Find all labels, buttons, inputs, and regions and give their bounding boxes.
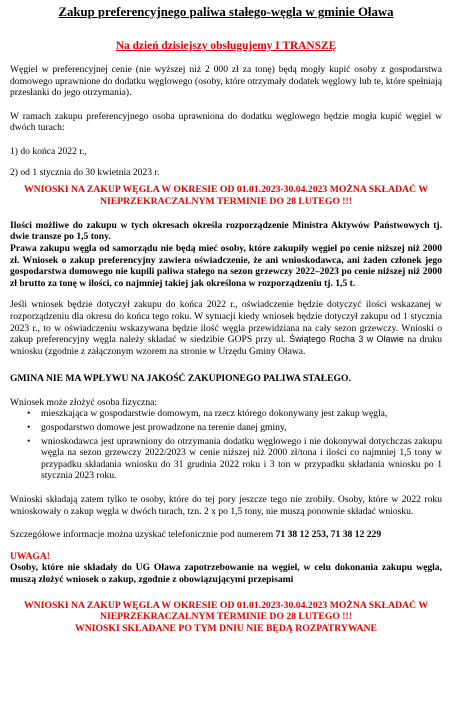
uwaga-label: UWAGA! [10,550,50,562]
once-notice-paragraph: Wnioski składają zatem tylko te osoby, które do tej pory jeszcze tego nie zrobiły. Osoby, które w 2022 roku wnioskowały o zakup węgla w dwóch turach, tzn. 2 x po 1,5 tony, nie muszą ponownie składać wniosku. [10,494,442,517]
applicants-intro: Wniosek może złożyć osoba fizyczna: [10,396,158,408]
contact-paragraph [10,529,442,541]
eligibility-paragraph: Prawa zakupu węgla od samorządu nie będą mieć osoby, które zakupiły węgiel po cenie niższej niż 2000 zł. Wniosek o zakup preferencyjny zawiera oświadczenie, że ani wnioskodawca, ani żaden członek jego gospodarstwa domowego nie kupili paliwa stałego na sezon grzewczy 2022–2023 po cenie niższej niż 2000 zł brutto za tonę w ilości, co najmniej takiej jak określona w rozporządzeniu tj. 1,5 t. [10,242,442,289]
red-notice-deadline: WNIOSKI NA ZAKUP WĘGLA W OKRESIE OD 01.01.2023-30.04.2023 MOŻNA SKŁADAĆ W NIEPRZEKRACZALNYM TERMINIE DO 28 LUTEGO !!! [23,184,429,207]
application-address: Świątego Rocha 3 w Oławie [289,334,404,345]
application-text-end: na druku wniosku (zgodnie z załączonym wzorem na stronie w Urzędu Gminy Oława. [10,334,443,357]
document-title: Zakup preferencyjnego paliwa stałego-węgla w gminie Oława [58,5,394,19]
turn-item-1: 1) do końca 2022 r., [10,145,87,157]
list-item [27,408,442,420]
bullet-icon: • [27,422,31,434]
application-text: Jeśli wniosek będzie dotyczył zakupu do końca 2022 r., oświadczenie będzie dotyczyć ilości wskazanej w rozporządzeniu dla okresu do końca tego roku. W sytuacji kiedy wniosek będzie dotyczył zakupu od 1 stycznia 2023 r., to w oświadczeniu wskazywana będzie ilość węgla przewidziana na cały sezon grzewczy. Wnioski o zakup preferencyjny węgla należy składać w siedzibie GOPS przy ul. [10,299,442,346]
intro-paragraph: Węgiel w preferencyjnej cenie (nie wyższej niż 2 000 zł za tonę) będą mogły kupić osoby z gospodarstwa domowego uprawnione do dodatku węglowego (osoby, które otrzymały dodatek węglowy lub te, które spełniają przesłanki do jego otrzymania). [10,64,442,99]
list-item [27,422,442,434]
quantity-paragraph: Ilości możliwe do zakupu w tych okresach określa rozporządzenie Ministra Aktywów Państwowych tj. dwie transze po 1,5 tony. [10,219,442,243]
list-item-text: gospodarstwo domowe jest prowadzone na terenie danej gminy, [41,422,287,434]
contact-text: Szczegółowe informacje można uzyskać telefonicznie pod numerem [10,529,274,541]
uwaga-text: Osoby, które nie składały do UG Oława zapotrzebowanie na węgiel, w celu dokonania zakupu węgla, muszą złożyć wniosek o zakup, zgodnie z obowiązującymi przepisami [10,562,442,585]
quality-notice: GMINA NIE MA WPŁYWU NA JAKOŚĆ ZAKUPIONEGO PALIWA STAŁEGO. [10,373,351,385]
red-notice-not-processed: WNIOSKI SKŁADANE PO TYM DNIU NIE BĘDĄ ROZPATRYWANE [75,623,377,635]
list-item-text: mieszkająca w gospodarstwie domowym, na rzecz którego dokonywany jest zakup węgla, [41,408,388,420]
turn-item-2: 2) od 1 stycznia do 30 kwietnia 2023 r. [10,166,160,178]
turns-intro-paragraph: W ramach zakupu preferencyjnego osoba uprawniona do dodatku węglowego będzie mogła kupić węgiel w dwóch turach: [10,110,442,134]
contact-phones: 71 38 12 253, 71 38 12 229 [275,529,382,541]
bullet-icon: • [27,435,31,447]
applicants-list [10,408,442,482]
bullet-icon: • [27,408,31,420]
list-item [27,435,442,482]
document-subtitle: Na dzień dzisiejszy obsługujemy I TRANSZĘ [115,40,337,52]
application-paragraph [10,299,442,357]
red-notice-deadline-repeat: WNIOSKI NA ZAKUP WĘGLA W OKRESIE OD 01.01.2023-30.04.2023 MOŻNA SKŁADAĆ W NIEPRZEKRACZALNYM TERMINIE DO 28 LUTEGO !!! [23,599,429,623]
list-item-text: wnioskodawca jest uprawniony do otrzymania dodatku węglowego i nie dokonywał dotychczas zakupu węgla na sezon grzewczy 2022/2023 w cenie niższej niż 2000 zł/tona i ilości co najmniej 1,5 tony w przypadku składania wniosku do 31 grudnia 2022 roku i 3 ton w przypadku składania wniosku po 1 stycznia 2023 roku. [41,435,442,482]
